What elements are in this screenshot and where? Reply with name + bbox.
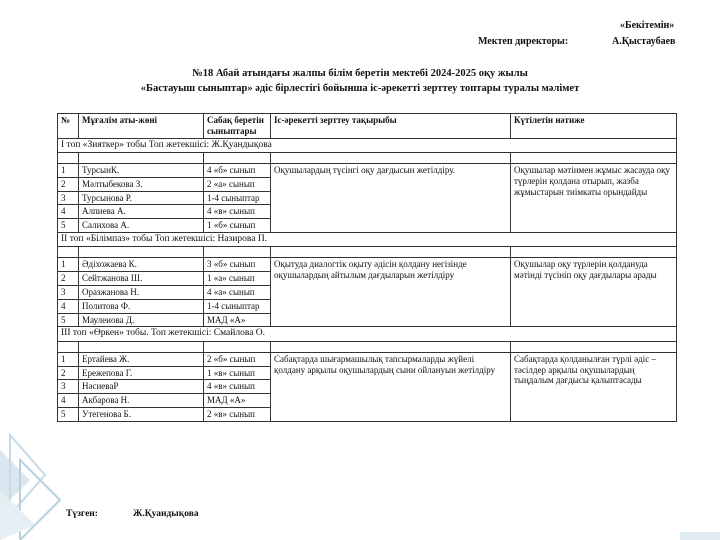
teacher-name: Маулеиова Д. bbox=[79, 313, 204, 327]
group-title: ІІ топ «Білімпаз» тобы Топ жетекшісі: Назирова П. bbox=[58, 232, 677, 246]
row-no: 5 bbox=[58, 407, 79, 421]
row-no: 1 bbox=[58, 352, 79, 366]
footer-label: Түзген: bbox=[66, 509, 98, 519]
group-title-row bbox=[58, 232, 677, 246]
teacher-classes: 3 «б» сынып bbox=[204, 258, 271, 272]
row-no: 3 bbox=[58, 380, 79, 394]
teacher-name: Алпиева А. bbox=[79, 205, 204, 219]
teacher-name: Оразжанова Н. bbox=[79, 285, 204, 299]
row-no: 4 bbox=[58, 299, 79, 313]
group-topic: Сабақтарда шығармашылық тапсырмаларды жүйелі қолдану арқылы оқушылардың сыни ойлануын жетілдіру bbox=[271, 352, 511, 421]
approval-label: «Бекітемін» bbox=[620, 20, 675, 31]
teacher-name: ТурсынК. bbox=[79, 163, 204, 177]
footer-name: Ж.Қуандықова bbox=[133, 509, 199, 519]
teacher-classes: 2 «б» сынып bbox=[204, 352, 271, 366]
title-line-2: «Бастауыш сыныптар» әдіс бірлестігі бойынша іс-әрекетті зерттеу топтары туралы мәлімет bbox=[140, 83, 580, 94]
row-no: 4 bbox=[58, 394, 79, 408]
decorative-corner bbox=[680, 510, 720, 540]
teacher-name: НәсиеваР bbox=[79, 380, 204, 394]
director-label: Мектеп директоры: bbox=[478, 36, 569, 47]
teacher-name: Сейтжанова Ш. bbox=[79, 272, 204, 286]
header-no: № bbox=[58, 114, 79, 139]
group-title: І топ «Зияткер» тобы Топ жетекшісі: Ж.Қуандықова bbox=[58, 138, 677, 152]
teacher-name: Турсынова Р. bbox=[79, 191, 204, 205]
teacher-classes: 1-4 сыныптар bbox=[204, 191, 271, 205]
row-no: 2 bbox=[58, 177, 79, 191]
table-row bbox=[58, 258, 677, 272]
group-title: ІІІ топ «Өркен» тобы. Топ жетекшісі: Смайлова О. bbox=[58, 327, 677, 341]
row-no: 3 bbox=[58, 191, 79, 205]
row-no: 2 bbox=[58, 366, 79, 380]
row-no: 5 bbox=[58, 219, 79, 233]
teacher-classes: 1-4 сыныптар bbox=[204, 299, 271, 313]
header-result: Күтілетін нәтиже bbox=[511, 114, 677, 139]
teacher-classes: 4 «в» сынып bbox=[204, 380, 271, 394]
teacher-classes: 4 «а» сынып bbox=[204, 285, 271, 299]
group-topic: Оқушылардың түсінгі оқу дағдысын жетілдіру. bbox=[271, 163, 511, 232]
teacher-classes: 2 «в» сынып bbox=[204, 407, 271, 421]
row-no: 3 bbox=[58, 285, 79, 299]
teacher-classes: МАД «А» bbox=[204, 394, 271, 408]
teacher-classes: 1 «б» сынып bbox=[204, 219, 271, 233]
group-result: Сабақтарда қолданылған түрлі әдіс – тәсілдер арқылы оқушылардың тыңдалым дағдысы қалыптасады bbox=[511, 352, 677, 421]
teacher-name: Ертайева Ж. bbox=[79, 352, 204, 366]
group-result: Оқушылар мәтінмен жұмыс жасауда оқу түрлерін қолдана отырып, жазба жұмыстарын тиімкаты орындайды bbox=[511, 163, 677, 232]
teacher-name: Мәлтыбекова З. bbox=[79, 177, 204, 191]
header-topic: Іс-әрекетті зерттеу тақырыбы bbox=[271, 114, 511, 139]
table-row bbox=[58, 352, 677, 366]
row-no: 4 bbox=[58, 205, 79, 219]
row-no: 1 bbox=[58, 258, 79, 272]
teacher-classes: 4 «б» сынып bbox=[204, 163, 271, 177]
table-header-row bbox=[58, 114, 677, 139]
group-result: Оқушылар оқу түрлерін қолдануда мәтінді түсініп оқу дағдылары арады bbox=[511, 258, 677, 327]
teacher-name: Политова Ф. bbox=[79, 299, 204, 313]
group-topic: Оқытуда диалогтік оқыту әдісін қолдану негізінде оқушылардың айтылым дағдыларын жетілдіру bbox=[271, 258, 511, 327]
header-teacher: Мұғалім аты-жөні bbox=[79, 114, 204, 139]
teacher-name: Әдіхожаева К. bbox=[79, 258, 204, 272]
director-name: А.Қыстаубаев bbox=[612, 36, 676, 47]
row-no: 2 bbox=[58, 272, 79, 286]
research-groups-table bbox=[57, 113, 677, 422]
group-title-row bbox=[58, 138, 677, 152]
teacher-classes: 1 «а» сынып bbox=[204, 272, 271, 286]
teacher-classes: 2 «а» сынып bbox=[204, 177, 271, 191]
group-title-row bbox=[58, 327, 677, 341]
row-no: 5 bbox=[58, 313, 79, 327]
teacher-name: Утегенова Б. bbox=[79, 407, 204, 421]
teacher-classes: 1 «в» сынып bbox=[204, 366, 271, 380]
teacher-name: Акбарова Н. bbox=[79, 394, 204, 408]
teacher-name: Ережепова Г. bbox=[79, 366, 204, 380]
teacher-classes: МАД «А» bbox=[204, 313, 271, 327]
teacher-name: Салихова А. bbox=[79, 219, 204, 233]
row-no: 1 bbox=[58, 163, 79, 177]
decorative-chevrons bbox=[0, 430, 70, 540]
teacher-classes: 4 «в» сынып bbox=[204, 205, 271, 219]
header-classes: Сабақ беретін сыныптары bbox=[204, 114, 271, 139]
title-line-1: №18 Абай атындағы жалпы білім беретін мектебі 2024-2025 оқу жылы bbox=[192, 68, 528, 79]
table-row bbox=[58, 163, 677, 177]
